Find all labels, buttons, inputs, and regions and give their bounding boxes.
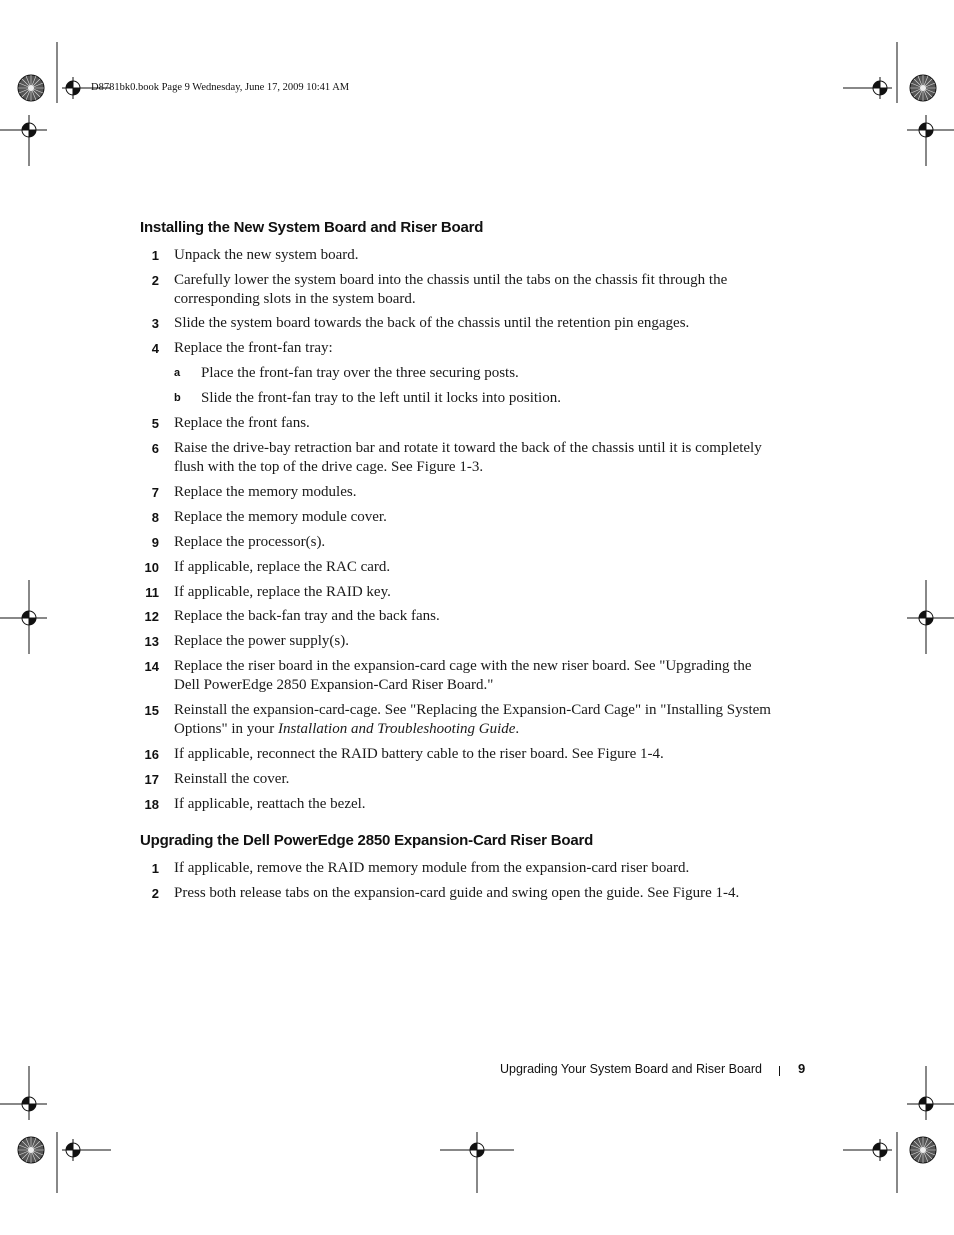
step-text: Replace the riser board in the expansion-card cage with the new riser board. See "Upgrading the Dell PowerEdge 2850 Expansion-Card Riser Board." — [174, 658, 752, 693]
step-number: 15 — [144, 703, 159, 718]
step-number: 5 — [151, 416, 159, 431]
step-text: Replace the front-fan tray: — [174, 340, 333, 356]
step-text: If applicable, replace the RAID key. — [174, 584, 391, 600]
step-text: If applicable, reconnect the RAID battery cable to the riser board. See Figure 1-4. — [174, 746, 664, 762]
step-number: 1 — [151, 248, 159, 263]
substep-text: Place the front-fan tray over the three securing posts. — [201, 365, 519, 381]
step-number: 13 — [144, 634, 159, 649]
step-text: Raise the drive-bay retraction bar and rotate it toward the back of the chassis until it is completely flush with the top of the drive cage. See Figure 1-3. — [174, 440, 762, 475]
section-heading-upgrading: Upgrading the Dell PowerEdge 2850 Expansion-Card Riser Board — [140, 832, 594, 849]
step-text: Replace the front fans. — [174, 415, 310, 431]
step-number: 7 — [151, 485, 159, 500]
step-text: Replace the back-fan tray and the back fans. — [174, 608, 440, 624]
step-text: Press both release tabs on the expansion-card guide and swing open the guide. See Figure 1-4. — [174, 885, 740, 901]
step-number: 17 — [144, 772, 159, 787]
footer-chapter-title: Upgrading Your System Board and Riser Board — [500, 1062, 762, 1076]
substep-text: Slide the front-fan tray to the left until it locks into position. — [201, 390, 561, 406]
step-number: 14 — [144, 659, 159, 674]
step-number: 6 — [151, 441, 159, 456]
print-slug: D8781bk0.book Page 9 Wednesday, June 17, 2009 10:41 AM — [91, 82, 350, 93]
step-number: 16 — [144, 747, 159, 762]
step-text: If applicable, reattach the bezel. — [174, 796, 366, 812]
step-number: 2 — [151, 886, 159, 901]
substep-letter: a — [174, 367, 181, 379]
guide-title: Installation and Troubleshooting Guide — [278, 721, 516, 737]
step-text-part: . — [515, 721, 520, 737]
step-number: 9 — [151, 535, 159, 550]
page-number: 9 — [798, 1061, 806, 1076]
step-text — [174, 701, 774, 739]
step-text: Slide the system board towards the back of the chassis until the retention pin engages. — [174, 315, 690, 331]
step-number: 1 — [151, 861, 159, 876]
step-text: Reinstall the cover. — [174, 771, 290, 787]
footer-separator — [779, 1066, 780, 1076]
step-text: Replace the memory module cover. — [174, 509, 387, 525]
step-number: 10 — [144, 560, 159, 575]
step-text: Replace the power supply(s). — [174, 633, 349, 649]
substep-letter: b — [174, 392, 181, 404]
step-number: 18 — [144, 797, 159, 812]
step-number: 11 — [145, 585, 159, 600]
step-text: If applicable, replace the RAC card. — [174, 559, 391, 575]
step-text: Replace the memory modules. — [174, 484, 357, 500]
section-heading-installing: Installing the New System Board and Riser Board — [140, 219, 484, 236]
step-number: 12 — [144, 609, 159, 624]
step-number: 3 — [151, 316, 159, 331]
step-text-part: Reinstall the expansion-card-cage. See "Replacing the Expansion-Card Cage" in "Installing System Options" in your — [174, 702, 771, 737]
step-text: Carefully lower the system board into the chassis until the tabs on the chassis fit through the corresponding slots in the system board. — [174, 272, 728, 307]
step-number: 4 — [151, 341, 159, 356]
step-text: If applicable, remove the RAID memory module from the expansion-card riser board. — [174, 860, 690, 876]
step-text: Replace the processor(s). — [174, 534, 326, 550]
step-number: 2 — [151, 273, 159, 288]
step-number: 8 — [151, 510, 159, 525]
step-text: Unpack the new system board. — [174, 247, 359, 263]
